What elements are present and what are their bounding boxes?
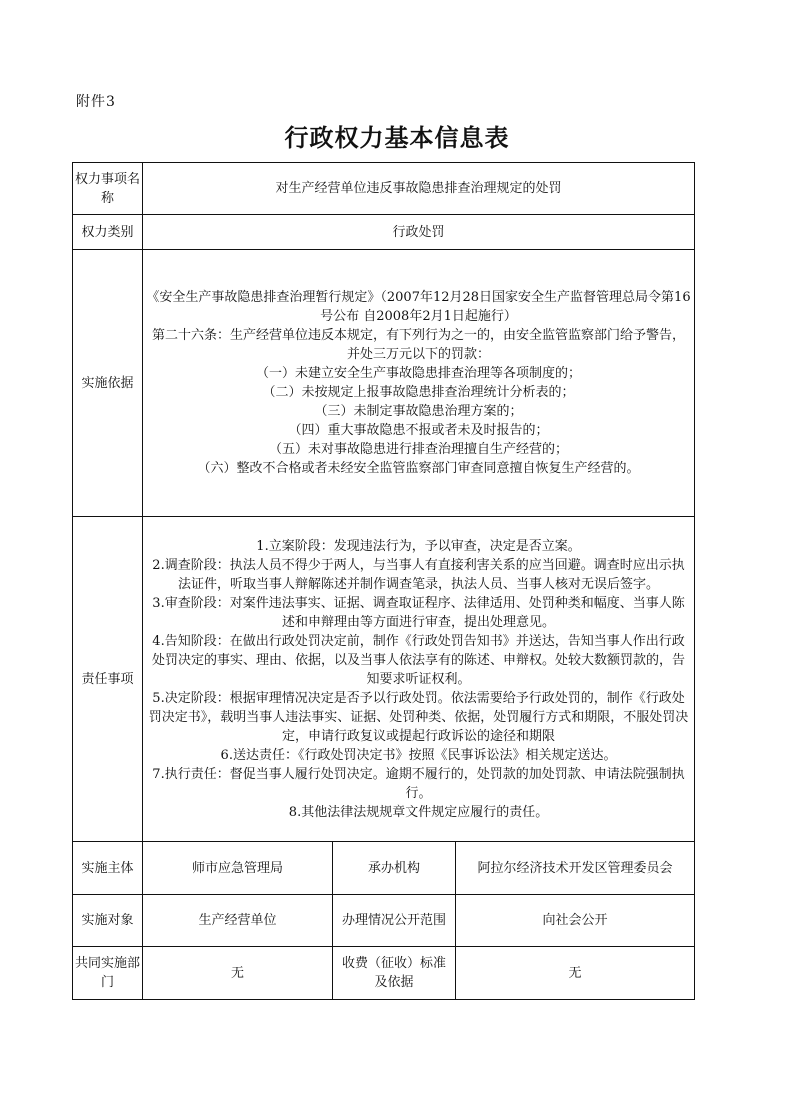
row-responsibility xyxy=(73,517,695,842)
subject-label: 实施主体 xyxy=(73,842,143,895)
row-joint xyxy=(73,947,695,1000)
joint-dept-label: 共同实施部门 xyxy=(73,947,143,1000)
basis-line: 《安全生产事故隐患排查治理暂行规定》（2007年12月28日国家安全生产监督管理总局令第16号公布 自2008年2月1日起施行） xyxy=(146,290,691,324)
power-name-value: 对生产经营单位违反事故隐患排查治理规定的处罚 xyxy=(143,163,695,215)
responsibility-label: 责任事项 xyxy=(73,517,143,842)
basis-line: （三）未制定事故隐患治理方案的； xyxy=(314,404,523,419)
fee-standard-value: 无 xyxy=(456,947,695,1000)
responsibility-line: 6.送达责任：《行政处罚决定书》按照《民事诉讼法》相关规定送达。 xyxy=(220,747,617,763)
row-power-category xyxy=(73,215,695,250)
handling-org-label: 承办机构 xyxy=(333,842,456,895)
row-subject xyxy=(73,842,695,895)
basis-line: （五）未对事故隐患进行排查治理擅自生产经营的； xyxy=(268,442,568,457)
row-power-name xyxy=(73,163,695,215)
basis-line: （四）重大事故隐患不报或者未及时报告的； xyxy=(288,423,549,438)
page-title: 行政权力基本信息表 xyxy=(284,123,510,152)
responsibility-line: 2.调查阶段：执法人员不得少于两人，与当事人有直接利害关系的应当回避。调查时应出示执法证件，听取当事人辩解陈述并制作调查笔录，执法人员、当事人核对无误后签字。 xyxy=(152,557,685,592)
responsibility-line: 4.告知阶段：在做出行政处罚决定前，制作《行政处罚告知书》并送达，告知当事人作出行政处罚决定的事实、理由、依据，以及当事人依法享有的陈述、申辩权。处较大数额罚款的，告知要求听证权利。 xyxy=(151,633,685,687)
attachment-label: 附件3 xyxy=(76,94,116,110)
subject-value: 师市应急管理局 xyxy=(143,842,333,895)
responsibility-line: 3.审查阶段：对案件违法事实、证据、调查取证程序、法律适用、处罚种类和幅度、当事人陈述和申辩理由等方面进行审查，提出处理意见。 xyxy=(152,595,685,630)
power-category-label: 权力类别 xyxy=(73,215,143,250)
basis-line: 第二十六条：生产经营单位违反本规定，有下列行为之一的，由安全监管监察部门给予警告，并处三万元以下的罚款： xyxy=(151,328,685,362)
power-name-label: 权力事项名称 xyxy=(73,163,143,215)
basis-text xyxy=(143,250,695,517)
disclosure-scope-value: 向社会公开 xyxy=(456,895,695,947)
power-category-value: 行政处罚 xyxy=(143,215,695,250)
disclosure-scope-label: 办理情况公开范围 xyxy=(333,895,456,947)
responsibility-line: 7.执行责任：督促当事人履行处罚决定。逾期不履行的，处罚款的加处罚款、申请法院强制执行。 xyxy=(152,766,685,801)
row-basis xyxy=(73,250,695,517)
target-value: 生产经营单位 xyxy=(143,895,333,947)
basis-line: （六）整改不合格或者未经安全监管监察部门审查同意擅自恢复生产经营的。 xyxy=(197,461,640,476)
target-label: 实施对象 xyxy=(73,895,143,947)
responsibility-line: 8.其他法律法规规章文件规定应履行的责任。 xyxy=(288,804,549,820)
joint-dept-value: 无 xyxy=(143,947,333,1000)
basis-line: （一）未建立安全生产事故隐患排查治理等各项制度的； xyxy=(255,366,581,381)
handling-org-value: 阿拉尔经济技术开发区管理委员会 xyxy=(456,842,695,895)
info-table xyxy=(72,162,695,1000)
responsibility-line: 1.立案阶段：发现违法行为，予以审查，决定是否立案。 xyxy=(256,538,581,554)
basis-label: 实施依据 xyxy=(73,250,143,517)
row-target xyxy=(73,895,695,947)
responsibility-text xyxy=(143,517,695,842)
responsibility-line: 5.决定阶段：根据审理情况决定是否予以行政处罚。依法需要给予行政处罚的，制作《行政处罚决定书》，载明当事人违法事实、证据、处罚种类、依据，处罚履行方式和期限，不服处罚决定，申请行政复议或提起行政诉讼的途径和期限 xyxy=(148,690,689,744)
basis-line: （二）未按规定上报事故隐患排查治理统计分析表的； xyxy=(262,385,575,400)
fee-standard-label: 收费（征收）标准及依据 xyxy=(333,947,456,1000)
